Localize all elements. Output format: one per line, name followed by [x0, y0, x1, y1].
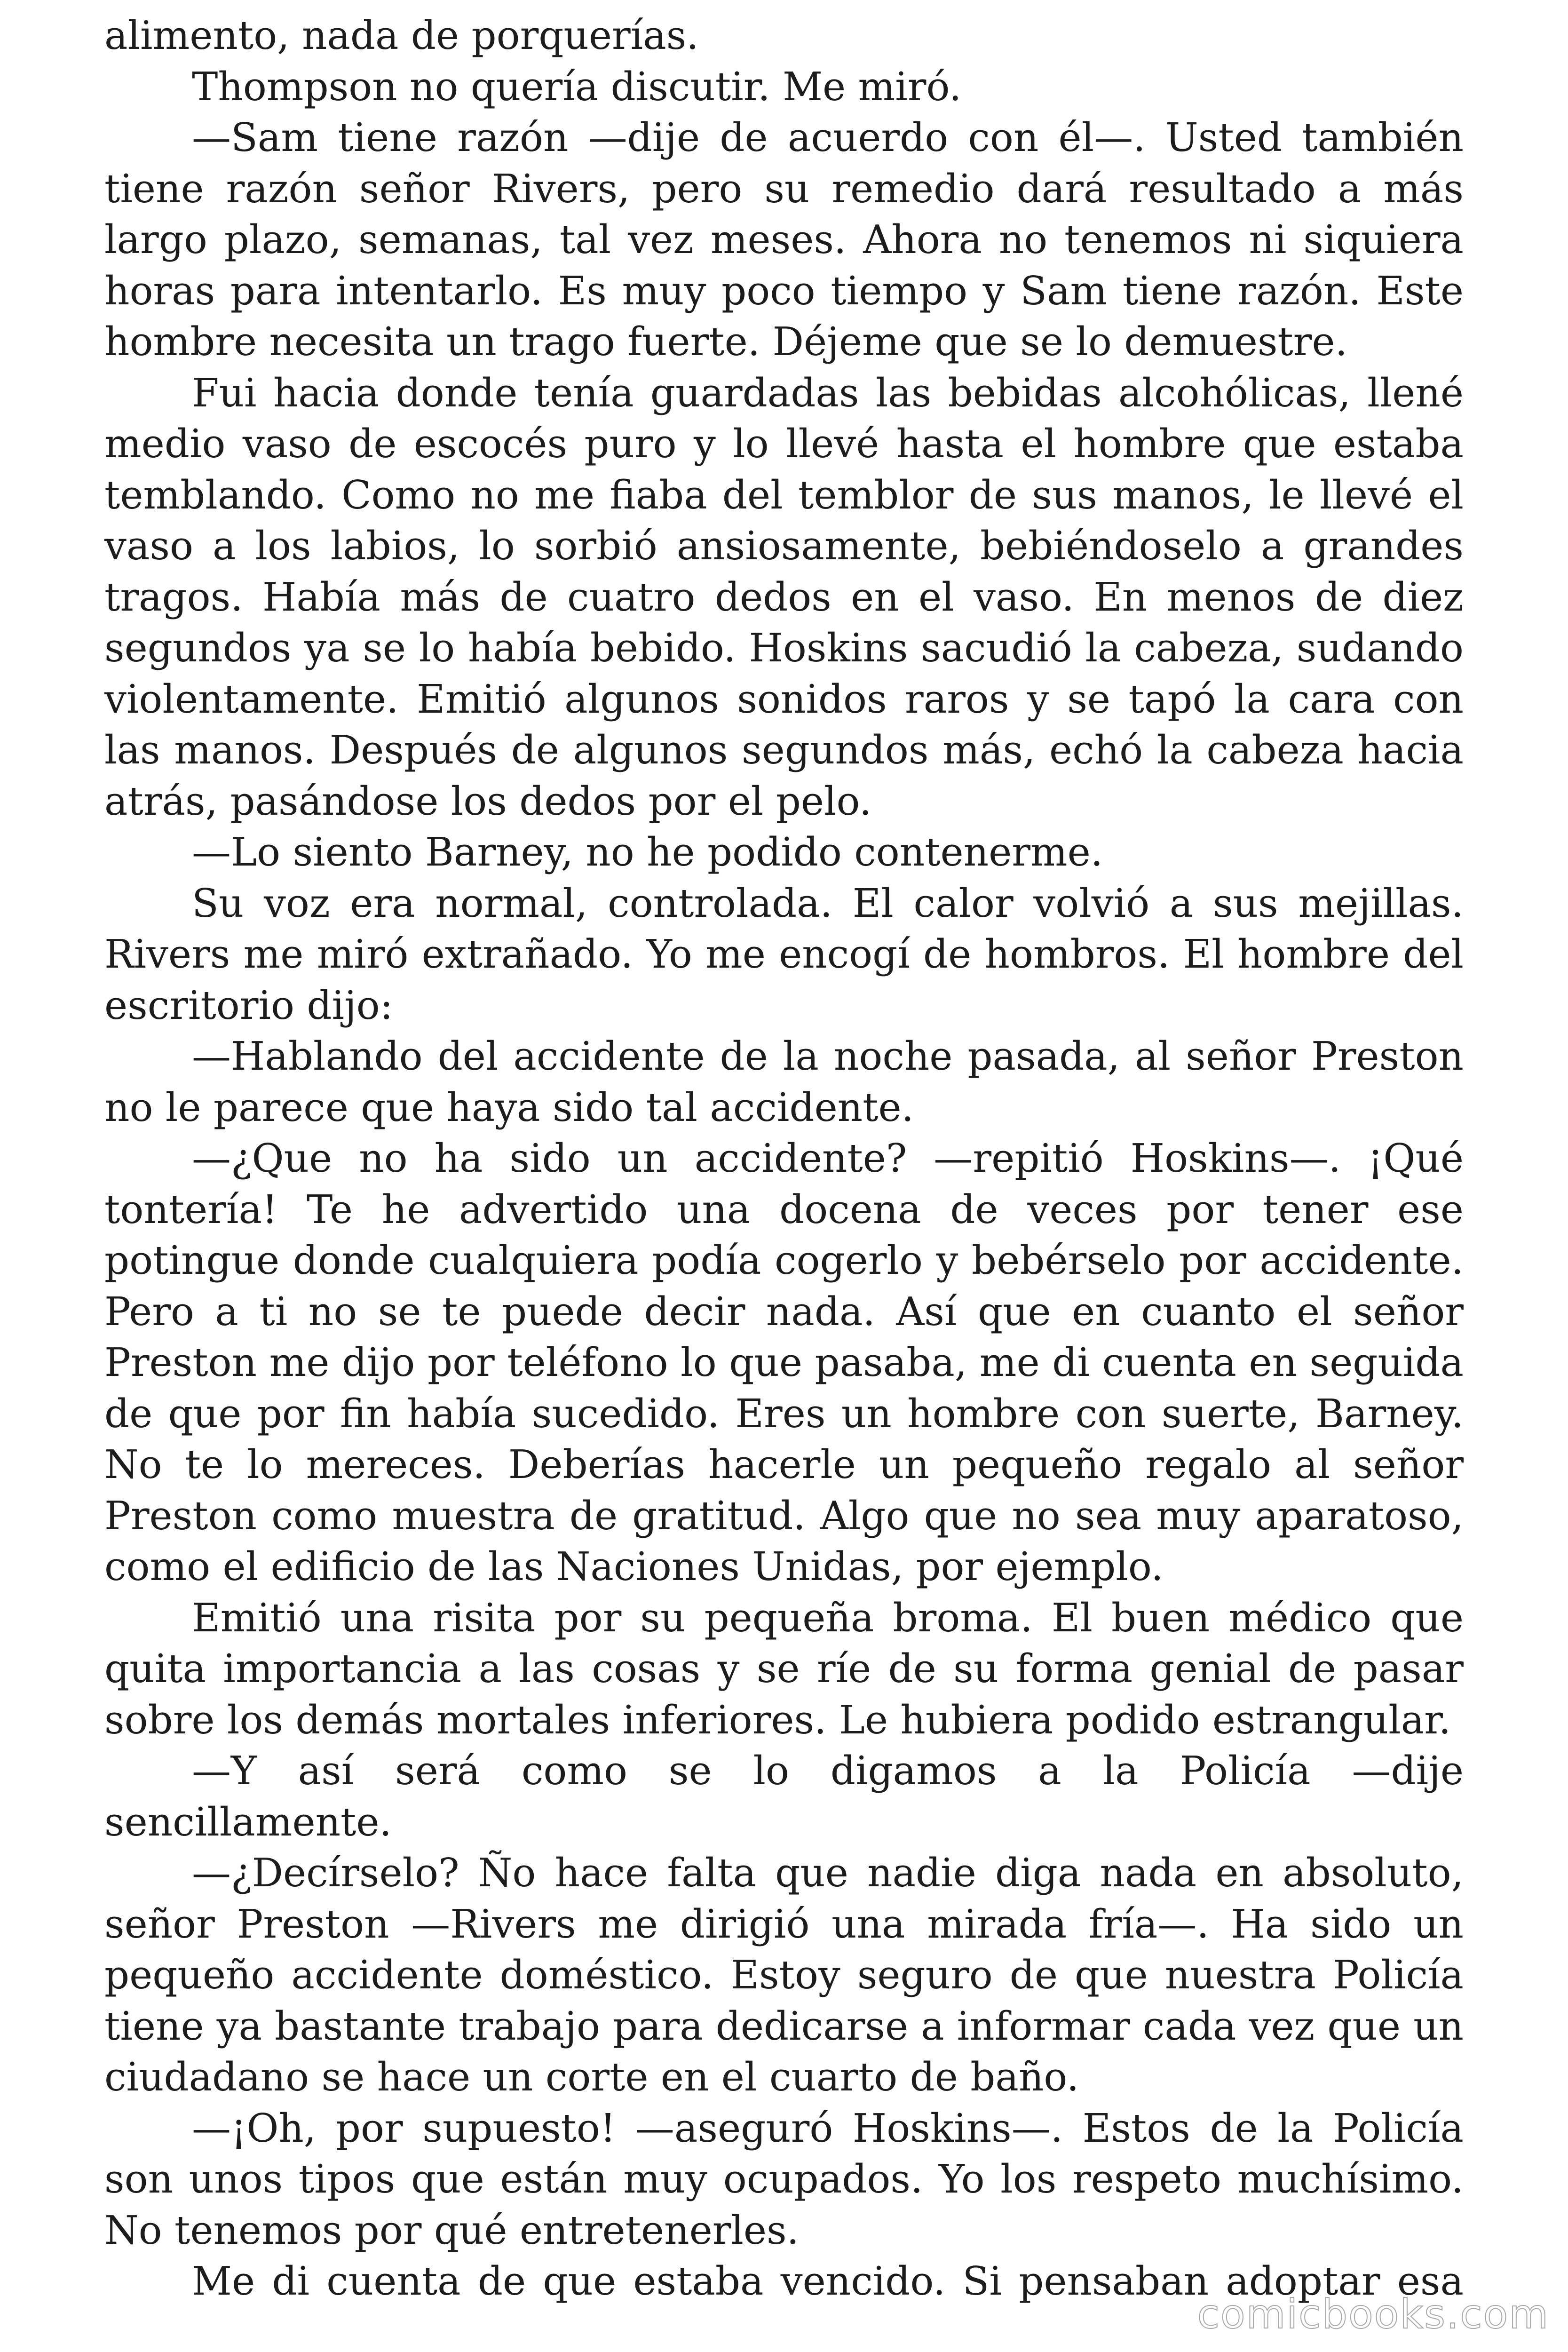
paragraph-12: —¡Oh, por supuesto! —aseguró Hoskins—. Estos de la Policía son unos tipos que están muy ocupados. Yo los respeto muchísimo. No tenemos por qué entretenerles. [104, 2105, 1464, 2253]
paragraph-7: —Hablando del accidente de la noche pasada, al señor Preston no le parece que haya sido tal accidente. [104, 1033, 1464, 1130]
paragraph-10: —Y así será como se lo digamos a la Policía —dije sencillamente. [104, 1748, 1464, 1845]
paragraph-13: Me di cuenta de que estaba vencido. Si pensaban adoptar esa [192, 2258, 1464, 2304]
paragraph-2: Thompson no quería discutir. Me miró. [192, 64, 962, 110]
paragraph-3: —Sam tiene razón —dije de acuerdo con él—. Usted también tiene razón señor Rivers, pero su remedio dará resultado a más largo plazo, semanas, tal vez meses. Ahora no tenemos ni siquiera horas para intentarlo. Es muy poco tiempo y Sam tiene razón. Este hombre necesita un trago fuerte. Déjeme que se lo demuestre. [104, 115, 1464, 365]
paragraph-9: Emitió una risita por su pequeña broma. El buen médico que quita importancia a las cosas y se ríe de su forma genial de pasar sobre los demás mortales inferiores. Le hubiera podido estrangular. [104, 1595, 1464, 1743]
paragraph-4: Fui hacia donde tenía guardadas las bebidas alcohólicas, llené medio vaso de escocés puro y lo llevé hasta el hombre que estaba temblando. Como no me fiaba del temblor de sus manos, le llevé el vaso a los labios, lo sorbió ansiosamente, bebiéndoselo a grandes tragos. Había más de cuatro dedos en el vaso. En menos de diez segundos ya se lo había bebido. Hoskins sacudió la cabeza, sudando violentamente. Emitió algunos sonidos raros y se tapó la cara con las manos. Después de algunos segundos más, echó la cabeza hacia atrás, pasándose los dedos por el pelo. [104, 370, 1464, 824]
paragraph-5: —Lo siento Barney, no he podido contenerme. [192, 829, 1103, 875]
paragraph-1: alimento, nada de porquerías. [104, 13, 699, 58]
paragraph-11: —¿Decírselo? Ño hace falta que nadie diga nada en absoluto, señor Preston —Rivers me dirigió una mirada fría—. Ha sido un pequeño accidente doméstico. Estoy seguro de que nuestra Policía tiene ya bastante trabajo para dedicarse a informar cada vez que un ciudadano se hace un corte en el cuarto de baño. [104, 1850, 1464, 2100]
paragraph-6: Su voz era normal, controlada. El calor volvió a sus mejillas. Rivers me miró extrañado. Yo me encogí de hombros. El hombre del escritorio dijo: [104, 880, 1464, 1028]
paragraph-8: —¿Que no ha sido un accidente? —repitió Hoskins—. ¡Qué tontería! Te he advertido una docena de veces por tener ese potingue donde cualquiera podía cogerlo y bebérselo por accidente. Pero a ti no se te puede decir nada. Así que en cuanto el señor Preston me dijo por teléfono lo que pasaba, me di cuenta en seguida de que por fin había sucedido. Eres un hombre con suerte, Barney. No te lo mereces. Deberías hacerle un pequeño regalo al señor Preston como muestra de gratitud. Algo que no sea muy aparatoso, como el edificio de las Naciones Unidas, por ejemplo. [104, 1136, 1464, 1589]
watermark: comicbooks.com [1197, 2291, 1549, 2338]
book-page-text [104, 10, 1464, 2307]
